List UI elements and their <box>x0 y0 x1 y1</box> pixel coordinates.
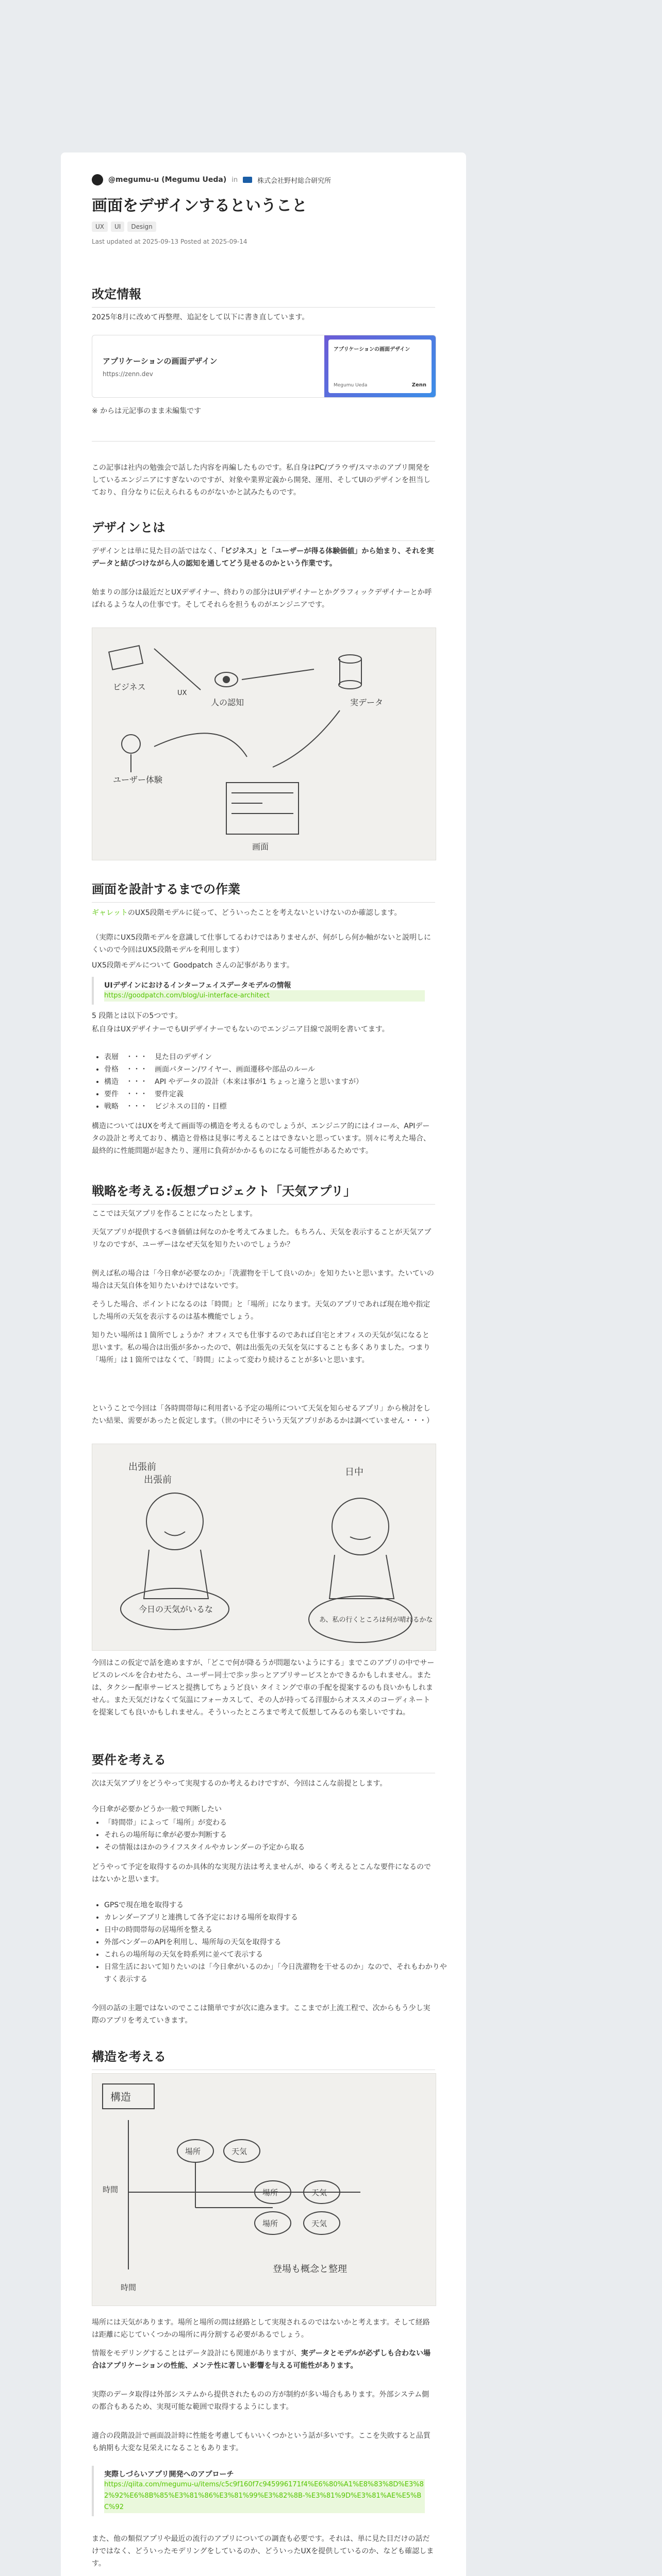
structure-quote-link[interactable]: https://qiita.com/megumu-u/items/c5c9f160f7c945996171f4%E6%80%A1%E8%83%8D%E3%82%92%E6%8B%85%E3%81%86%E3%81%99%E3%82%8B-%E3%81%9D%E3%81%AE%E5%BC%92 <box>104 2479 425 2513</box>
list-item: • 骨格 ・・・ 画面パターン/ワイヤー、画面遷移や部品のルール <box>104 1063 448 1076</box>
sketch-label-today-weather: 今日の天気がいるな <box>139 1604 213 1614</box>
divider <box>92 441 435 442</box>
link-card-thumbnail <box>324 335 436 397</box>
requirements-heading: 要件を考える <box>92 1750 435 1773</box>
sketch-label-ux: UX <box>177 689 187 697</box>
strategy-text-6: ということで今回は「各時間帯毎に利用者いる予定の場所について天気を知らせるアプリ」から検討をしたい結果、需要があったと仮定します。（世の中にそういう天気アプリがあるかは調べていません・・・） <box>92 1404 434 1425</box>
sketch-label-structure: 構造 <box>110 2091 131 2103</box>
link-card-url: https://zenn.dev <box>103 370 153 378</box>
process-text-5: 私自身はUXデザイナーでもUIデザイナーでもないのでエンジニア目線で説明を書いてます。 <box>92 1025 389 1033</box>
organization-logo-icon[interactable] <box>243 177 252 183</box>
process-heading: 画面を設計するまでの作業 <box>92 879 435 903</box>
sketch-label-place-3: 場所 <box>262 2219 278 2228</box>
link-card-text <box>92 335 324 397</box>
sketch-label-user-experience: ユーザー体験 <box>113 775 163 785</box>
structure-text-2-plain: 情報をモデリングすることはデータ設計にも関連がありますが、 <box>92 2349 301 2358</box>
tag-ux[interactable]: UX <box>92 222 108 232</box>
article-header <box>92 174 435 245</box>
structure-text-2-bold: 実データとモデルが必ずしも合わない場合はアプリケーションの性能、メンテ性に著しい影響を与える可能性があります。 <box>92 2349 431 2370</box>
thumbnail-inner <box>328 340 432 393</box>
design-heading: デザインとは <box>92 517 435 541</box>
revision-text: 2025年8月に改めて再整理、追記をして以下に書き直しています。 <box>92 313 309 321</box>
sketch-label-time-1: 時間 <box>103 2185 119 2194</box>
process-text-6: 構造についてはUXを考えて画面等の構造を考えるものでしょうが、エンジニア的にはイコール、APIデータの設計と考えており、構造と骨格は見事に考えることはできないと思っています。別々に考えた場合、最終的に性能問題が起きたり、運用に負荷がかかるものになる可能性があるためです。 <box>92 1122 431 1155</box>
ux-layer-list <box>92 1051 448 1113</box>
process-quote-link[interactable]: https://goodpatch.com/blog/ui-interface-architect <box>104 990 425 1002</box>
structure-text-2 <box>92 2347 435 2372</box>
process-quote-title: UIデザインにおけるインターフェイスデータモデルの情報 <box>104 981 291 990</box>
thumbnail-title: アプリケーションの画面デザイン <box>334 347 410 352</box>
strategy-text-2: 天気アプリが提供するべき価値は何なのかを考えてみました。もちろん、天気を表示することが天気アプリなのですが、ユーザーはなぜ天気を知りたいのでしょうか？ <box>92 1228 432 1249</box>
organization-name[interactable]: 株式会社野村総合研究所 <box>257 177 332 185</box>
sketch-label-where-rain: あ、私の行くところは何が晴れるかな <box>319 1616 433 1624</box>
author-row <box>92 174 435 185</box>
requirements-list <box>92 1817 448 1854</box>
strategy-sketch-svg <box>92 1444 436 1650</box>
page-title: 画面をデザインするということ <box>92 197 307 215</box>
requirements-list-2 <box>92 1899 448 1986</box>
process-text-1 <box>92 907 435 919</box>
tag-design[interactable]: Design <box>127 222 156 232</box>
strategy-heading: 戦略を考える:仮想プロジェクト「天気アプリ」 <box>92 1181 435 1205</box>
list-item: • 要件 ・・・ 要件定義 <box>104 1088 448 1100</box>
sketch-label-time-2: 時間 <box>121 2283 137 2292</box>
structure-heading: 構造を考える <box>92 2046 435 2070</box>
strategy-text-5: 知りたい場所は１箇所でしょうか？オフィスでも仕事するのであれば自宅とオフィスの天気が気になると思います。私の場合は出張が多かったので、朝は出張先の天気を気にすることも多くありました。つまり「場所」は１箇所ではなくて、「時間」によって変わり続けることが多いと思います。 <box>92 1331 431 1364</box>
process-text-1-plain: のUX5段階モデルに従って、どういったことを考えないといけないのか確認します。 <box>127 909 402 917</box>
link-card-title: アプリケーションの画面デザイン <box>103 356 218 366</box>
requirements-text-3: どうやって予定を取得するのか具体的な実現方法は考えませんが、ゆるく考えるとこんな要件になるのではないかと思います。 <box>92 1863 431 1884</box>
design-sketch-svg <box>92 628 436 860</box>
tag-list <box>92 222 435 232</box>
list-item: • 戦略 ・・・ ビジネスの目的・目標 <box>104 1100 448 1113</box>
list-item: • 日中の時間帯毎の居場所を整える <box>104 1924 448 1936</box>
article-page <box>61 152 466 2576</box>
process-text-4: 5 段階とは以下の5つです。 <box>92 1012 183 1020</box>
list-item: • GPSで現在地を取得する <box>104 1899 448 1911</box>
process-text-3: UX5段階モデルについて Goodpatch さんの記事があります。 <box>92 961 294 970</box>
list-item: • 構造 ・・・ API やデータの設計（本来は事が1 ちょっと違うと思いますが） <box>104 1076 448 1088</box>
structure-sketch-image <box>92 2073 436 2306</box>
design-sketch-image <box>92 628 436 860</box>
process-quote <box>92 977 435 1005</box>
strategy-text-1: ここでは天気アプリを作ることになったとします。 <box>92 1210 257 1218</box>
design-text-1 <box>92 545 435 570</box>
structure-text-1: 場所には天気があります。場所と場所の間は経路として実現されるのではないかと考えます。そして経路は距離に応じていくつかの場所に再分割する必要があるでしょう。 <box>92 2318 430 2339</box>
structure-text-4: 適合の段階設計で画面設計時に性能を考慮してもいいくつかという話が多いです。ここを失敗すると品質も納期も大変な見栄えになることもあります。 <box>92 2432 431 2452</box>
sketch-label-screen: 画面 <box>252 842 269 852</box>
list-item: • 「時間帯」によって「場所」が変わる <box>104 1817 448 1829</box>
thumbnail-brand: Zenn <box>411 382 426 388</box>
sketch-label-cognition: 人の認知 <box>211 698 244 707</box>
sketch-label-real-data: 実データ <box>350 698 384 707</box>
list-item: • 外部ベンダーのAPIを利用し、場所毎の天気を取得する <box>104 1936 448 1948</box>
strategy-text-4: そうした場合、ポイントになるのは「時間」と「場所」になります。天気のアプリであれば現在地や指定した場所の天気を表示するのは基本機能でしょう。 <box>92 1300 431 1321</box>
list-item: • カレンダーアプリと連携して各予定における場所を取得する <box>104 1911 448 1924</box>
structure-sketch-svg <box>92 2074 436 2306</box>
structure-text-5: また、他の類似アプリや最近の流行のアプリについての調査も必要です。それは、単に見た目だけの話だけではなく、どういったモデリングをしているのか、どういったUXを提供しているのか、なども確認します。 <box>92 2535 434 2568</box>
requirements-text-4: 今回の話の主題ではないのでここは簡単ですが次に進みます。ここまでが上流工程で、次からもう少し実際のアプリを考えていきます。 <box>92 2004 431 2025</box>
design-text-1-bold: 「ビジネス」と「ユーザーが得る体験価値」から始まり、それを実データと結びつけながら人の認知を通してどう見せるのかという作業です。 <box>92 547 434 568</box>
sketch-label-concept: 登場も概念と整理 <box>273 2264 347 2275</box>
sketch-label-place-2: 場所 <box>262 2188 278 2197</box>
structure-quote-title: 実際しづらいアプリ開発へのアプローチ <box>104 2470 234 2479</box>
sketch-label-before-trip: 出張前 <box>128 1462 156 1472</box>
sketch-label-weather-3: 天気 <box>311 2219 327 2228</box>
intro-text: この記事は社内の勉強会で話した内容を再編したものです。私自身はPC/ブラウザ/スマホのアプリ開発をしているエンジニアにすぎないのですが、対象や業界定義から開発、運用、そしてUIのデザインを担当しており、自分なりに伝えられるものがないかと試みたものです。 <box>92 464 431 497</box>
avatar[interactable] <box>92 174 103 185</box>
design-text-2: 始まりの部分は最近だとUXデザイナー、終わりの部分はUIデザイナーとかグラフィックデザイナーとか呼ばれるような人の仕事です。そしてそれらを担うものがエンジニアです。 <box>92 588 432 609</box>
revision-note: ※ からは元記事のまま未編集です <box>92 407 202 415</box>
design-text-1-plain: デザインとは単に見た目の話ではなく、 <box>92 547 221 555</box>
requirements-text-1: 次は天気アプリをどうやって実現するのか考えるわけですが、今回はこんな前提とします。 <box>92 1780 387 1788</box>
strategy-text-3: 例えば私の場合は「今日傘が必要なのか」「洗濯物を干して良いのか」を知りたいと思います。たいていの場合は天気自体を知りたいわけではないです。 <box>92 1269 434 1290</box>
garrett-link[interactable]: ギャレット <box>92 909 128 917</box>
process-text-2: （実際にUX5段階モデルを意識して仕事してるわけではありませんが、何がしら何か軸がないと説明しにくいので今回はUX5段階モデルを利用します） <box>92 934 432 954</box>
structure-quote <box>92 2466 435 2516</box>
strategy-sketch-image <box>92 1444 436 1651</box>
strategy-text-7: 今回はこの仮定で話を進めますが、「どこで何が降るうが問題ないようにする」までこのアプリの中でサービスのレベルを合わせたら、ユーザー同士で歩ッ歩っとアプリサービスとかできるかもしれません。または、タクシー配車サービスと提携してちょうど良い タイミングで車の手配を提案するのも良いかもしれません。また天気だけなくて気温にフォーカスして、その人が持ってる洋服からオススメのコーディネートを提案しても良いかもしれません。そういったところまで考えて仮想してみるのも楽しいですね。 <box>92 1659 435 1717</box>
author-name[interactable]: @megumu-u (Megumu Ueda) <box>108 176 227 184</box>
thumbnail-org: Megumu Ueda <box>334 383 368 388</box>
list-item: • 日常生活において知りたいのは「今日傘がいるのか」「今日洗濯物を干せるのか」なので、それもわかりやすく表示する <box>104 1961 448 1986</box>
list-item: • 表層 ・・・ 見た目のデザイン <box>104 1051 448 1063</box>
sketch-label-weather-2: 天気 <box>311 2188 327 2197</box>
list-item: • その情報はほかのライフスタイルやカレンダーの予定から取る <box>104 1841 448 1854</box>
sketch-label-before-trip-2: 出張前 <box>144 1475 172 1485</box>
sketch-label-business: ビジネス <box>113 682 146 692</box>
list-item: • それらの場所毎に傘が必要か判断する <box>104 1829 448 1841</box>
requirements-text-2: 今日傘が必要かどうか一般で判断したい <box>92 1805 222 1814</box>
sketch-label-weather-1: 天気 <box>231 2147 247 2156</box>
post-dates: Last updated at 2025-09-13 Posted at 2025-09-14 <box>92 238 247 245</box>
list-item: • これらの場所毎の天気を時系列に並べて表示する <box>104 1948 448 1961</box>
revision-heading: 改定情報 <box>92 284 435 308</box>
sketch-label-place-1: 場所 <box>185 2147 201 2156</box>
link-card[interactable] <box>92 335 436 398</box>
in-label: in <box>231 176 238 184</box>
structure-text-3: 実際のデータ取得は外部システムから提供されたものの方が制約が多い場合もあります。外部システム側の都合もあるため、実現可能な範囲で取得するようにします。 <box>92 2391 429 2411</box>
tag-ui[interactable]: UI <box>111 222 124 232</box>
sketch-label-daytime: 日中 <box>345 1467 363 1478</box>
